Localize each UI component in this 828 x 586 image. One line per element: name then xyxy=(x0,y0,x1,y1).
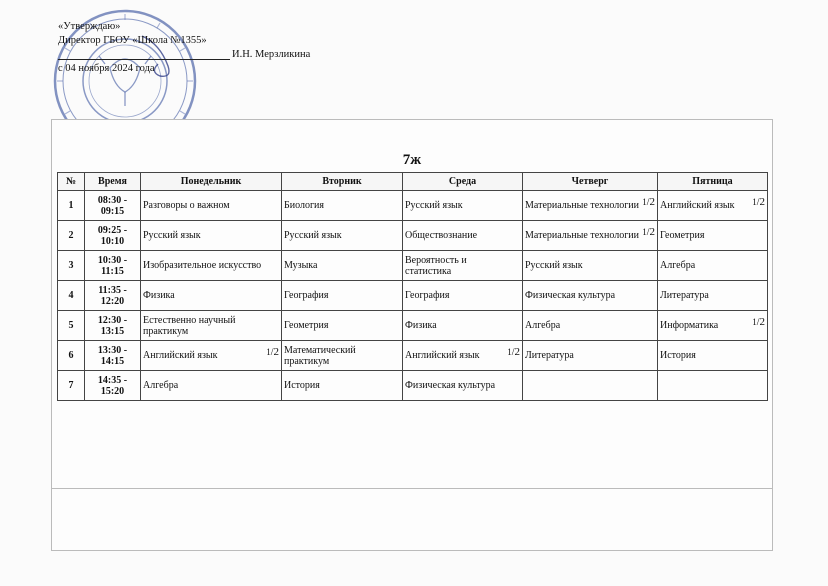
subject-name: Физическая культура xyxy=(525,290,616,301)
subject-cell xyxy=(523,251,658,281)
subject-cell xyxy=(141,371,282,401)
subject-cell xyxy=(403,251,523,281)
schedule-body xyxy=(58,191,768,401)
subject-cell xyxy=(141,281,282,311)
frame-divider xyxy=(52,488,772,489)
approval-director: Директор ГБОУ «Школа №1355» xyxy=(58,35,207,46)
approval-heading: «Утверждаю» xyxy=(58,21,121,32)
subject-name: История xyxy=(284,380,320,391)
table-row xyxy=(58,191,768,221)
subject-cell xyxy=(141,251,282,281)
subject-name: Русский язык xyxy=(143,230,201,241)
lesson-number: 5 xyxy=(58,311,85,341)
header-row xyxy=(58,173,768,191)
subject-name: Геометрия xyxy=(660,230,705,241)
subject-cell xyxy=(282,251,403,281)
subject-cell xyxy=(282,371,403,401)
lesson-time: 11:35 - 12:20 xyxy=(85,281,141,311)
column-header: № xyxy=(58,173,85,191)
approval-signature-name: И.Н. Мерзликина xyxy=(58,48,310,62)
lesson-number: 4 xyxy=(58,281,85,311)
lesson-number: 6 xyxy=(58,341,85,371)
subject-cell xyxy=(658,281,768,311)
column-header: Среда xyxy=(403,173,523,191)
subject-cell xyxy=(658,341,768,371)
subject-cell xyxy=(658,221,768,251)
subject-name: Разговоры о важном xyxy=(143,200,230,211)
subject-name: Русский язык xyxy=(525,260,583,271)
lesson-time: 09:25 - 10:10 xyxy=(85,221,141,251)
table-row xyxy=(58,311,768,341)
subject-cell xyxy=(141,221,282,251)
table-row xyxy=(58,371,768,401)
subject-cell xyxy=(523,281,658,311)
subject-cell xyxy=(282,311,403,341)
subject-name: География xyxy=(405,290,450,301)
subject-name: Литература xyxy=(660,290,709,301)
subject-name: География xyxy=(284,290,329,301)
half-group-mark: $^1$/2 xyxy=(642,226,655,238)
subject-cell xyxy=(141,311,282,341)
subject-cell xyxy=(282,191,403,221)
subject-name: Английский язык xyxy=(660,200,735,211)
subject-cell xyxy=(141,341,282,371)
subject-cell xyxy=(523,311,658,341)
subject-name: Материальные технологии xyxy=(525,230,640,241)
subject-name: Алгебра xyxy=(525,320,561,331)
subject-name: Геометрия xyxy=(284,320,329,331)
subject-name: Физика xyxy=(405,320,437,331)
subject-cell xyxy=(658,311,768,341)
lesson-number: 2 xyxy=(58,221,85,251)
lesson-time: 13:30 - 14:15 xyxy=(85,341,141,371)
schedule-table xyxy=(57,172,768,401)
subject-name: Русский язык xyxy=(405,200,463,211)
subject-name: История xyxy=(660,350,696,361)
half-group-mark: $^1$/2 xyxy=(266,346,279,358)
column-header: Четверг xyxy=(523,173,658,191)
subject-name: Музыка xyxy=(284,260,318,271)
approval-block xyxy=(58,20,310,76)
subject-name: Английский язык xyxy=(143,350,218,361)
subject-name: Математический практикум xyxy=(284,344,356,367)
subject-cell xyxy=(282,281,403,311)
subject-name: Литература xyxy=(525,350,574,361)
table-row xyxy=(58,281,768,311)
subject-cell xyxy=(523,371,658,401)
lesson-number: 7 xyxy=(58,371,85,401)
subject-cell xyxy=(523,221,658,251)
half-group-mark: $^1$/2 xyxy=(752,316,765,328)
table-row xyxy=(58,221,768,251)
lesson-time: 12:30 - 13:15 xyxy=(85,311,141,341)
signature-line xyxy=(58,59,230,60)
subject-name: Английский язык xyxy=(405,350,480,361)
approval-date: с 04 ноября 2024 года xyxy=(58,63,155,74)
column-header: Время xyxy=(85,173,141,191)
subject-cell xyxy=(523,191,658,221)
subject-cell xyxy=(141,191,282,221)
half-group-mark: $^1$/2 xyxy=(507,346,520,358)
column-header: Пятница xyxy=(658,173,768,191)
half-group-mark: $^1$/2 xyxy=(752,196,765,208)
lesson-number: 1 xyxy=(58,191,85,221)
lesson-time: 08:30 - 09:15 xyxy=(85,191,141,221)
subject-name: Физика xyxy=(143,290,175,301)
subject-cell xyxy=(403,371,523,401)
subject-cell xyxy=(403,281,523,311)
subject-cell xyxy=(403,311,523,341)
lesson-time: 14:35 - 15:20 xyxy=(85,371,141,401)
half-group-mark: $^1$/2 xyxy=(642,196,655,208)
subject-name: Естественно научный практикум xyxy=(143,314,236,337)
subject-name: Алгебра xyxy=(143,380,179,391)
subject-name: Вероятность и статистика xyxy=(405,254,467,277)
class-title: 7ж xyxy=(402,152,422,168)
table-row xyxy=(58,251,768,281)
subject-name: Материальные технологии xyxy=(525,200,640,211)
subject-cell xyxy=(282,221,403,251)
subject-cell xyxy=(658,251,768,281)
subject-cell xyxy=(658,371,768,401)
subject-name: Алгебра xyxy=(660,260,696,271)
subject-cell xyxy=(403,341,523,371)
subject-cell xyxy=(403,221,523,251)
subject-cell xyxy=(403,191,523,221)
subject-name: Физическая культура xyxy=(405,380,496,391)
subject-name: Биология xyxy=(284,200,325,211)
column-header: Понедельник xyxy=(141,173,282,191)
subject-name: Информатика xyxy=(660,320,719,331)
subject-name: Русский язык xyxy=(284,230,342,241)
subject-name: Обществознание xyxy=(405,230,478,241)
lesson-time: 10:30 - 11:15 xyxy=(85,251,141,281)
subject-name: Изобразительное искусство xyxy=(143,260,262,271)
subject-cell xyxy=(282,341,403,371)
subject-cell xyxy=(658,191,768,221)
subject-cell xyxy=(523,341,658,371)
table-row xyxy=(58,341,768,371)
schedule-frame xyxy=(51,119,773,551)
column-header: Вторник xyxy=(282,173,403,191)
lesson-number: 3 xyxy=(58,251,85,281)
